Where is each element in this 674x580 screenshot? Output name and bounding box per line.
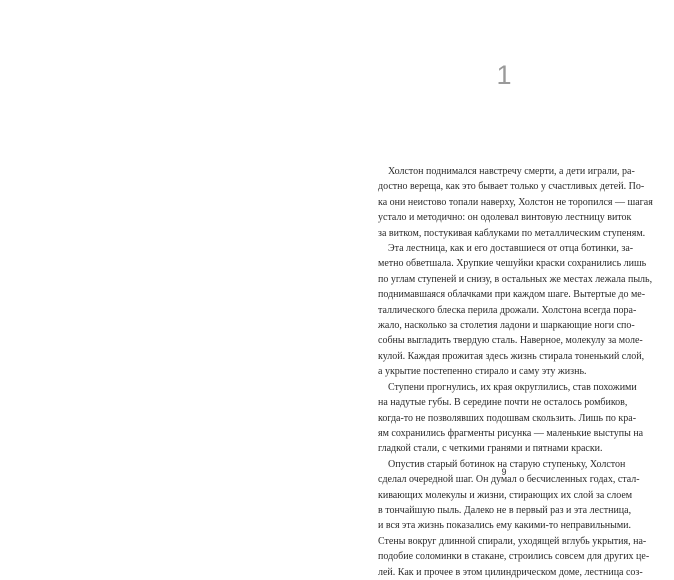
text-line: в тончайшую пыль. Далеко не в первый раз и эта лестница,: [378, 504, 632, 516]
text-line: а укрытие постепенно стирало и саму эту жизнь.: [378, 366, 587, 378]
text-line: сделал очередной шаг. Он думал о бесчисленных годах, стал-: [378, 474, 640, 486]
text-line: на надутые губы. В середине почти не осталось ромбиков,: [378, 397, 628, 409]
text-line: ям сохранились фрагменты рисунка — маленькие выступы на: [378, 427, 644, 439]
text-line: достно вереща, как это бывает только у счастливых детей. По-: [378, 181, 645, 193]
text-line: Эта лестница, как и его доставшиеся от отца ботинки, за-: [388, 243, 634, 255]
body-text: [378, 164, 653, 580]
text-line: гладкой стали, с четкими гранями и пятнами краски.: [378, 443, 603, 455]
text-line: когда-то не позволявших подошвам скользить. Лишь по кра-: [378, 412, 637, 424]
chapter-number: 1: [496, 60, 512, 90]
text-line: кивающих молекулы и жизни, стирающих их слой за слоем: [378, 489, 633, 501]
text-line: за витком, постукивая каблуками по металлическим ступеням.: [378, 227, 646, 239]
text-line: Холстон поднимался навстречу смерти, а дети играли, ра-: [388, 166, 635, 177]
text-line: таллического блеска перила дрожали. Холстона всегда пора-: [378, 304, 637, 316]
text-line: Ступени прогнулись, их края округлились, став похожими: [388, 381, 637, 393]
text-line: жало, насколько за столетия ладони и шаркающие ноги спо-: [378, 320, 635, 332]
text-line: поднимавшаяся облачками при каждом шаге. Вытертые до ме-: [378, 289, 646, 301]
text-line: метно обветшала. Хрупкие чешуйки краски сохранились лишь: [378, 258, 647, 270]
text-line: Стены вокруг длинной спирали, уходящей вглубь укрытия, на-: [378, 535, 647, 547]
text-line: ка они неистово топали наверху, Холстон не торопился — шагая: [378, 196, 653, 208]
text-line: и вся эта жизнь показались ему какими-то неправильными.: [378, 520, 632, 532]
text-line: собны выгладить твердую сталь. Наверное, молекулу за моле-: [378, 335, 643, 347]
text-line: лей. Как и прочее в этом цилиндрическом доме, лестница соз-: [378, 566, 643, 578]
text-line: кулой. Каждая прожитая здесь жизнь стирала тоненький слой,: [378, 350, 645, 362]
text-line: по углам ступеней и снизу, в остальных же местах лежала пыль,: [378, 273, 653, 285]
text-line: устало и методично: он одолевал винтовую лестницу виток: [378, 212, 632, 224]
page-number: 9: [501, 467, 507, 477]
text-line: Опустив старый ботинок на старую ступеньку, Холстон: [388, 458, 626, 470]
text-line: подобие соломинки в стакане, строились совсем для других це-: [378, 551, 650, 563]
